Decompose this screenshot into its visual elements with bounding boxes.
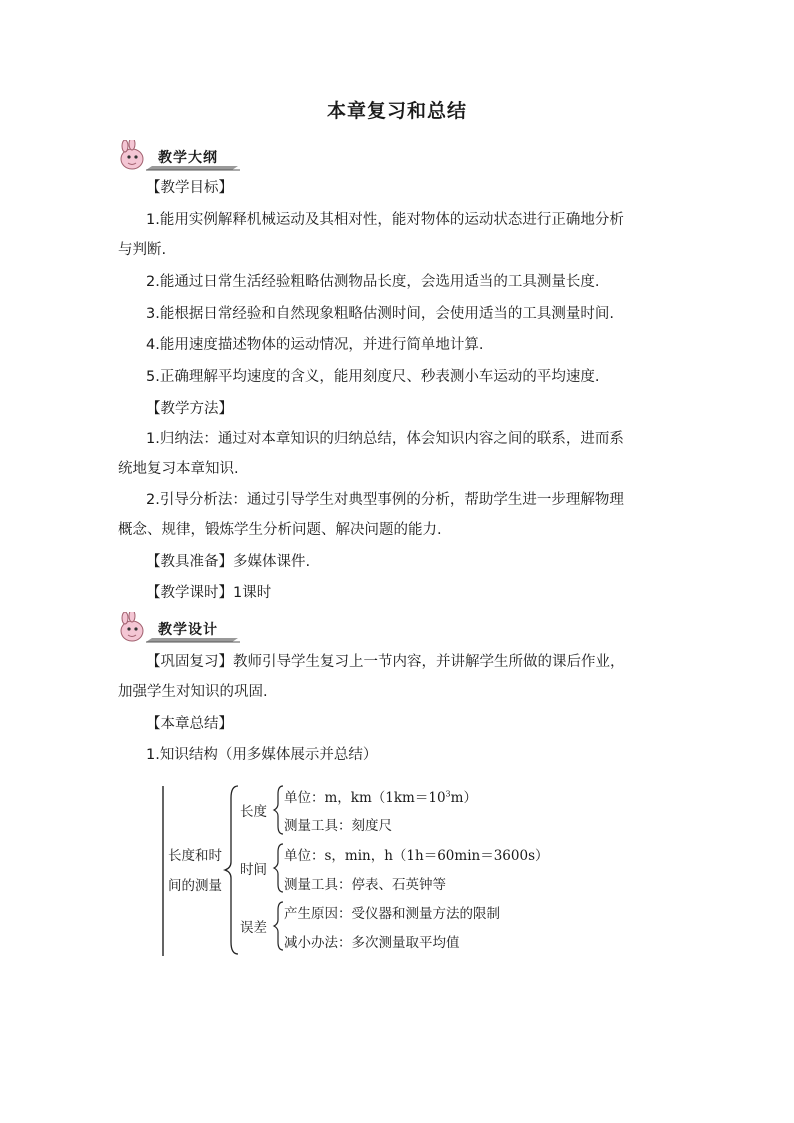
root-label-line-2: 间的测量 — [168, 878, 222, 894]
section-badge-label: 教学设计 — [158, 622, 218, 638]
section-badge-label: 教学大纲 — [158, 150, 218, 166]
method-1-line-2: 统地复习本章知识. — [118, 461, 239, 477]
hours-line — [146, 583, 271, 603]
goal-3: 3.能根据日常经验和自然现象粗略估测时间，会使用适当的工具测量时间. — [146, 306, 614, 322]
goal-5: 5.正确理解平均速度的含义，能用刻度尺、秒表测小车运动的平均速度. — [146, 369, 600, 385]
goal-2: 2.能通过日常生活经验粗略估测物品长度，会选用适当的工具测量长度. — [146, 274, 600, 290]
goal-1-line-2: 与判断. — [118, 242, 167, 258]
goal-1-line-1: 1.能用实例解释机械运动及其相对性，能对物体的运动状态进行正确地分析 — [146, 212, 624, 228]
length-tool: 测量工具：刻度尺 — [284, 818, 392, 834]
time-unit: 单位：s，min，h（1h＝60min＝3600s） — [284, 848, 549, 864]
time-label: 时间 — [240, 862, 267, 878]
length-label: 长度 — [240, 804, 267, 820]
method-1-line-1: 1.归纳法：通过对本章知识的归纳总结，体会知识内容之间的联系，进而系 — [146, 431, 624, 447]
hours-heading: 【教学课时】 — [146, 585, 233, 601]
goals-heading: 【教学目标】 — [146, 180, 233, 196]
methods-heading: 【教学方法】 — [146, 401, 233, 417]
error-label: 误差 — [240, 920, 267, 936]
root-label-line-1: 长度和时 — [168, 848, 222, 864]
tools-text: 多媒体课件. — [233, 554, 311, 570]
tools-line — [146, 552, 310, 572]
review-line-2: 加强学生对知识的巩固. — [118, 684, 268, 700]
time-tool: 测量工具：停表、石英钟等 — [284, 877, 446, 893]
length-unit — [284, 786, 477, 806]
knowledge-structure-diagram — [160, 780, 580, 960]
length-unit-tail: m） — [450, 790, 477, 806]
section-badge-design — [116, 612, 246, 646]
section-badge-outline — [116, 140, 246, 174]
method-2-line-1: 2.引导分析法：通过引导学生对典型事例的分析，帮助学生进一步理解物理 — [146, 492, 624, 508]
structure-title: 1.知识结构（用多媒体展示并总结） — [146, 747, 378, 763]
review-text: 教师引导学生复习上一节内容，并讲解学生所做的课后作业， — [233, 654, 625, 670]
hours-text: 1课时 — [233, 585, 272, 601]
length-unit-text: 单位：m，km（1km＝10 — [284, 790, 446, 806]
page-title: 本章复习和总结 — [326, 100, 467, 122]
goal-4: 4.能用速度描述物体的运动情况，并进行简单地计算. — [146, 337, 484, 353]
error-reduce: 减小办法：多次测量取平均值 — [284, 935, 460, 951]
summary-heading: 【本章总结】 — [146, 716, 233, 732]
error-cause: 产生原因：受仪器和测量方法的限制 — [284, 906, 500, 922]
review-heading: 【巩固复习】 — [146, 654, 233, 670]
review-line-1 — [146, 652, 625, 672]
length-unit-exponent: 3 — [445, 789, 451, 799]
method-2-line-2: 概念、规律，锻炼学生分析问题、解决问题的能力. — [118, 522, 442, 538]
tools-heading: 【教具准备】 — [146, 554, 233, 570]
